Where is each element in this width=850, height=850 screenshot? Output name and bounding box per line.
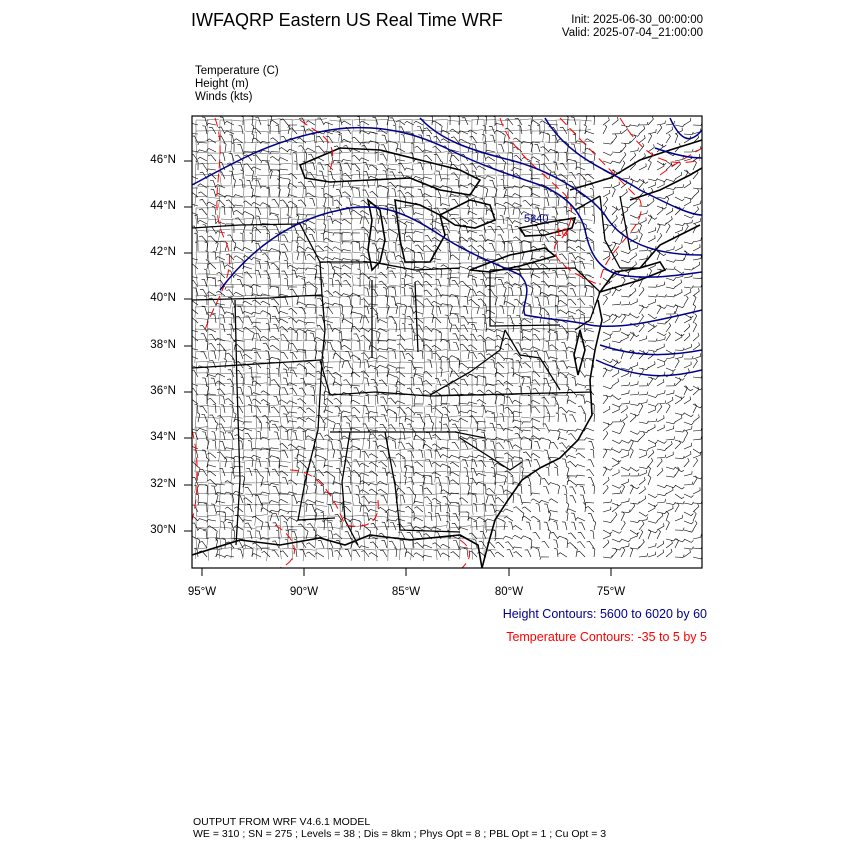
temperature-contour-label: -10: [552, 227, 568, 239]
height-contours: [192, 118, 702, 376]
lon-label: 95°W: [187, 586, 217, 598]
lat-label: 36°N: [150, 385, 176, 397]
county-lines: [195, 119, 594, 562]
lon-label: 85°W: [391, 586, 421, 598]
height-contour-label: 5840: [524, 213, 549, 225]
lat-label: 44°N: [150, 200, 176, 212]
lon-label: 80°W: [494, 586, 524, 598]
variable-winds: Winds (kts): [195, 91, 253, 103]
init-time: Init: 2025-06-30_00:00:00: [571, 14, 703, 26]
lat-label: 32°N: [150, 478, 176, 490]
lat-label: 40°N: [150, 292, 176, 304]
map-title: IWFAQRP Eastern US Real Time WRF: [191, 10, 503, 30]
lon-label: 75°W: [596, 586, 626, 598]
valid-time: Valid: 2025-07-04_21:00:00: [561, 27, 703, 39]
lat-label: 46°N: [150, 154, 176, 166]
lat-label: 34°N: [150, 431, 176, 443]
height-contour-note: Height Contours: 5600 to 6020 by 60: [502, 607, 707, 621]
model-settings: WE = 310 ; SN = 275 ; Levels = 38 ; Dis = 8km ; Phys Opt = 8 ; PBL Opt = 1 ; Cu Opt = 3: [193, 828, 607, 840]
lat-label: 42°N: [150, 246, 176, 258]
variable-height: Height (m): [195, 78, 249, 90]
model-info: OUTPUT FROM WRF V4.6.1 MODEL: [193, 816, 371, 828]
lon-label: 90°W: [289, 586, 319, 598]
temperature-contour-note: Temperature Contours: -35 to 5 by 5: [506, 630, 707, 644]
lat-label: 30°N: [150, 524, 176, 536]
variable-temperature: Temperature (C): [195, 65, 279, 77]
lat-label: 38°N: [150, 339, 176, 351]
